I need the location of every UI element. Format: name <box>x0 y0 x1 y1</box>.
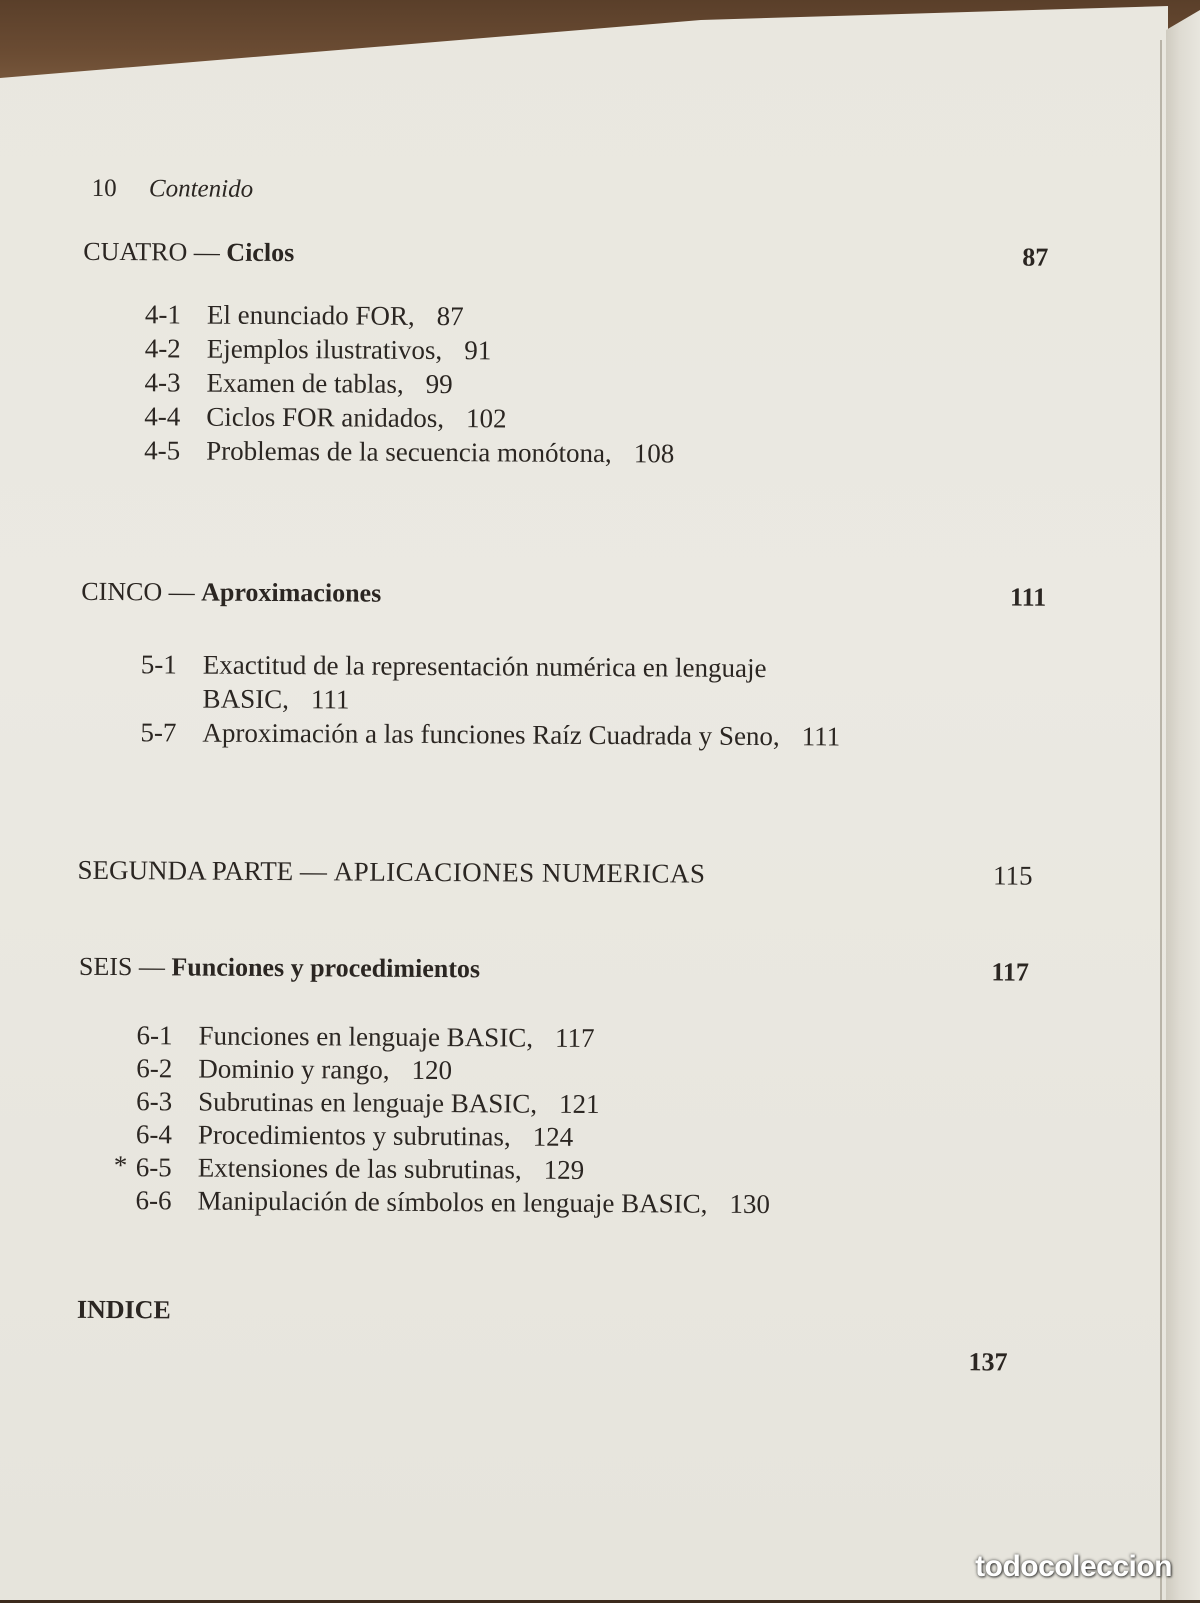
toc-entry <box>136 1085 916 1123</box>
section-title: El enunciado FOR, <box>206 299 415 331</box>
toc-entry <box>136 1019 916 1057</box>
section-list-cinco <box>140 647 981 754</box>
section-number: 4-5 <box>144 435 181 466</box>
section-number: 4-3 <box>144 367 181 398</box>
section-number: 6-6 <box>135 1185 172 1216</box>
section-page: 87 <box>436 300 464 332</box>
toc-entry <box>136 1118 916 1156</box>
section-title: Ciclos FOR anidados, <box>206 401 445 434</box>
toc-entry <box>136 1052 916 1090</box>
section-number: 4-2 <box>144 333 181 364</box>
section-list-seis <box>113 1019 916 1222</box>
running-head <box>92 175 254 204</box>
chapter-label: CINCO <box>81 576 163 607</box>
section-number: 6-4 <box>135 1119 173 1150</box>
chapter-heading-cuatro <box>83 237 1048 273</box>
section-title: Examen de tablas, <box>206 367 404 399</box>
section-number: 6-1 <box>136 1020 173 1051</box>
toc-entry <box>135 1184 915 1222</box>
chapter-page: 111 <box>1010 582 1047 612</box>
section-page: 130 <box>729 1188 771 1220</box>
chapter-heading-cinco <box>81 577 1046 613</box>
section-number-cell <box>113 1150 198 1184</box>
chapter-page: 87 <box>1022 242 1049 272</box>
chapter-page: 117 <box>991 957 1030 987</box>
section-page: 120 <box>411 1054 453 1086</box>
part-heading <box>77 855 1032 892</box>
section-number: 6-5 <box>135 1152 172 1183</box>
chapter-label: SEIS <box>78 951 133 982</box>
toc-entry <box>113 1150 916 1189</box>
section-page: 111 <box>310 684 350 715</box>
index-page: 137 <box>968 1347 1008 1377</box>
chapter-separator: — <box>187 237 227 267</box>
section-title: Funciones en lenguaje BASIC, <box>198 1020 534 1053</box>
toc-entry <box>144 365 904 404</box>
section-page: 117 <box>554 1022 595 1053</box>
section-title: Problemas de la secuencia monótona, <box>206 435 612 469</box>
section-number: 4-4 <box>144 401 181 432</box>
section-number: 5-7 <box>140 717 177 748</box>
section-page: 129 <box>543 1154 585 1185</box>
section-title: Dominio y rango, <box>198 1053 390 1085</box>
part-title: APLICACIONES NUMERICAS <box>333 856 706 889</box>
part-label: SEGUNDA PARTE <box>77 854 294 887</box>
toc-entry <box>144 399 904 438</box>
chapter-separator: — <box>132 952 172 982</box>
toc-entry <box>140 715 980 754</box>
toc-entry <box>145 331 905 370</box>
chapter-name: Funciones y procedimientos <box>171 952 481 984</box>
toc-entry <box>144 433 904 472</box>
section-number: 5-1 <box>140 649 177 680</box>
optional-section-marker: * <box>113 1150 128 1181</box>
part-separator: — <box>293 856 334 887</box>
section-number: 6-2 <box>136 1053 173 1084</box>
chapter-heading-seis <box>79 952 1029 988</box>
watermark-logo: todocoleccion <box>975 1550 1172 1583</box>
chapter-name: Ciclos <box>226 237 295 268</box>
section-title: Extensiones de las subrutinas, <box>197 1152 522 1185</box>
section-page: 91 <box>464 335 492 366</box>
running-head-title: Contenido <box>148 175 254 203</box>
section-page: 111 <box>801 721 841 752</box>
chapter-label: CUATRO <box>83 236 188 267</box>
section-page: 108 <box>633 438 675 469</box>
section-title: Ejemplos ilustrativos, <box>206 333 443 366</box>
section-page: 124 <box>532 1121 574 1152</box>
section-number: 6-3 <box>136 1086 173 1117</box>
section-title: Manipulación de símbolos en lenguaje BASIC, <box>197 1185 708 1219</box>
index-heading: INDICE <box>76 1294 171 1325</box>
section-page: 102 <box>466 403 507 434</box>
section-page: 121 <box>559 1088 600 1120</box>
toc-entry <box>141 647 981 720</box>
toc-entry <box>145 297 905 336</box>
section-page: 99 <box>425 368 453 400</box>
section-number: 4-1 <box>144 299 182 330</box>
chapter-name: Aproximaciones <box>201 577 382 608</box>
chapter-separator: — <box>162 577 202 607</box>
running-head-page-number: 10 <box>91 174 117 203</box>
section-title: Aproximación a las funciones Raíz Cuadrada y Seno, <box>202 717 780 752</box>
section-title: Procedimientos y subrutinas, <box>197 1119 511 1152</box>
part-page: 115 <box>992 860 1033 891</box>
section-title: Subrutinas en lenguaje BASIC, <box>198 1086 538 1119</box>
section-title: Exactitud de la representación numérica en lenguaje BASIC, <box>202 649 767 715</box>
section-list-cuatro <box>144 297 905 472</box>
